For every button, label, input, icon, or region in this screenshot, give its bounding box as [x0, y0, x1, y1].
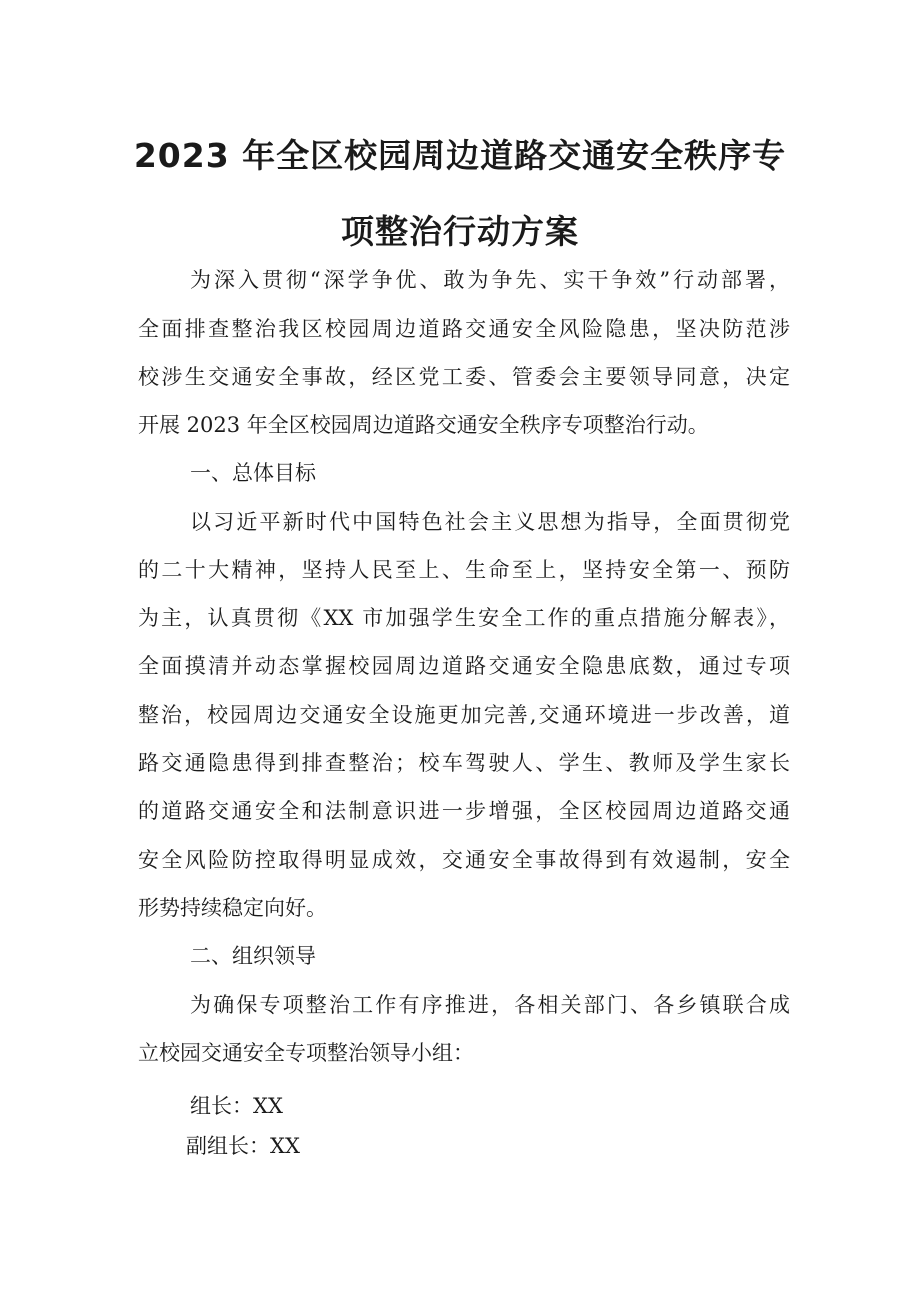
- document-title-line-2: 项整治行动方案: [341, 212, 579, 251]
- section-1-heading: 一、总体目标: [190, 461, 316, 485]
- intro-line-3: 校涉生交通安全事故，经区党工委、管委会主要领导同意，决定: [138, 365, 790, 389]
- section-2-line-2: 立校园交通安全专项整治领导小组：: [138, 1041, 474, 1065]
- section-1-line-9: 形势持续稳定向好。: [138, 896, 327, 920]
- intro-line-4: 开展 2023 年全区校园周边道路交通安全秩序专项整治行动。: [138, 413, 709, 437]
- leader-line: 组长：XX: [190, 1094, 283, 1118]
- section-1-line-5: 整治，校园周边交通安全设施更加完善,交通环境进一步改善，道: [138, 703, 790, 727]
- section-1-line-4: 全面摸清并动态掌握校园周边道路交通安全隐患底数，通过专项: [138, 654, 790, 678]
- document-title-line-1: 2023 年全区校园周边道路交通安全秩序专: [133, 136, 787, 175]
- section-1-line-2: 的二十大精神，坚持人民至上、生命至上，坚持安全第一、预防: [138, 558, 790, 582]
- deputy-leader-line: 副组长：XX: [186, 1134, 300, 1158]
- section-2-line-1: 为确保专项整治工作有序推进，各相关部门、各乡镇联合成: [190, 993, 790, 1017]
- intro-line-2: 全面排查整治我区校园周边道路交通安全风险隐患，坚决防范涉: [138, 317, 790, 341]
- intro-line-1: 为深入贯彻“深学争优、敢为争先、实干争效”行动部署，: [190, 268, 790, 292]
- section-1-line-3: 为主，认真贯彻《XX 市加强学生安全工作的重点措施分解表》，: [138, 606, 790, 630]
- section-1-line-8: 安全风险防控取得明显成效，交通安全事故得到有效遏制，安全: [138, 848, 790, 872]
- section-1-line-6: 路交通隐患得到排查整治；校车驾驶人、学生、教师及学生家长: [138, 751, 790, 775]
- section-1-line-1: 以习近平新时代中国特色社会主义思想为指导，全面贯彻党: [190, 510, 790, 534]
- section-1-line-7: 的道路交通安全和法制意识进一步增强，全区校园周边道路交通: [138, 799, 790, 823]
- section-2-heading: 二、组织领导: [190, 944, 316, 968]
